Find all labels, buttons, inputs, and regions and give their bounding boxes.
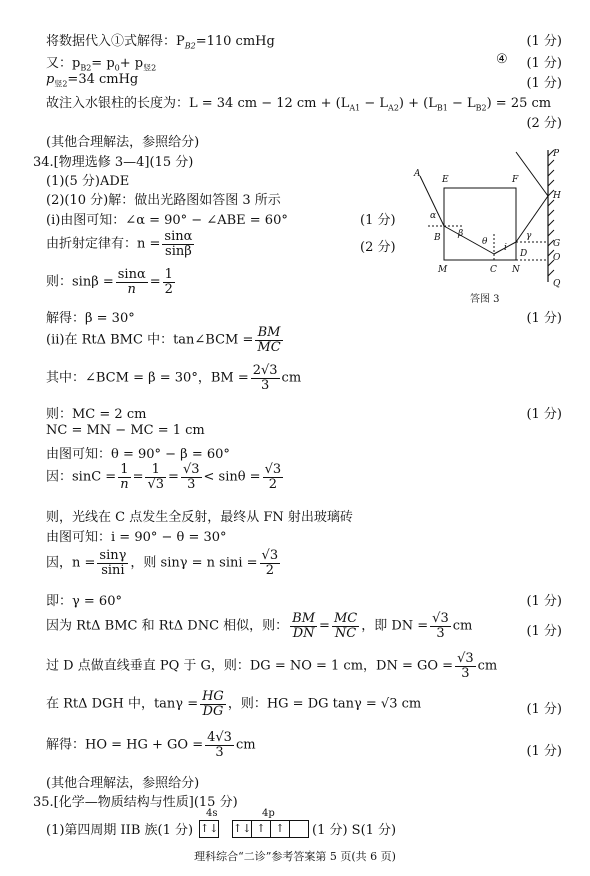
fraction — [260, 549, 281, 577]
denominator: 2 — [265, 562, 274, 578]
score: (1 分) — [526, 34, 562, 49]
text: (ⅱ)在 RtΔ BMC 中：tan∠BCM = — [46, 332, 254, 348]
numerator: 4√3 — [207, 730, 232, 745]
text: 因，n = — [46, 555, 96, 571]
answer-line: (2)(10 分)解：做出光路图如答图 3 所示 — [46, 193, 281, 208]
answer-line: (ⅰ)由图可知：∠α = 90° − ∠ABE = 60° — [46, 213, 288, 228]
optics-diagram — [408, 146, 578, 296]
text: cm — [477, 658, 498, 674]
denominator: DG — [202, 703, 224, 719]
answer-line: 由图可知：i = 90° − θ = 30° — [46, 530, 227, 545]
score: (1 分) — [526, 594, 562, 609]
subscript: 竖2 — [143, 63, 157, 73]
fraction — [116, 268, 148, 296]
fraction — [430, 612, 451, 640]
text: ) = 25 cm — [486, 96, 552, 111]
fraction — [332, 612, 359, 640]
figure-caption: 答图 3 — [470, 294, 500, 305]
label-b: B — [434, 233, 441, 243]
fraction — [200, 690, 226, 718]
text: 因为 RtΔ BMC 和 RtΔ DNC 相似，则： — [46, 618, 289, 634]
label-alpha: α — [430, 211, 437, 221]
orbital-diagram-4s — [200, 820, 219, 838]
text: + p — [119, 56, 144, 71]
answer-line: (1)(5 分)ADE — [46, 174, 130, 189]
answer-line: 由图可知：θ = 90° − β = 60° — [46, 447, 230, 462]
label-i: i — [504, 243, 507, 253]
equation-marker: ④ — [496, 52, 508, 67]
denominator: 3 — [260, 377, 270, 393]
orbital-label-4s: 4s — [206, 808, 218, 819]
subscript: B1 — [436, 103, 448, 113]
numerator: √3 — [264, 462, 282, 477]
denominator: n — [127, 281, 136, 297]
text: cm — [281, 370, 302, 386]
text: ，即 DN = — [361, 618, 429, 634]
label-d: D — [520, 249, 528, 259]
equation-line — [46, 52, 156, 74]
orbital-box: ↑ — [270, 820, 290, 838]
label-beta: β — [458, 229, 464, 239]
numerator: 1 — [164, 267, 173, 282]
fraction — [97, 549, 128, 577]
label-h: H — [553, 191, 561, 201]
subscript: B2 — [184, 41, 196, 51]
orbital-label-4p: 4p — [262, 808, 275, 819]
label-q: Q — [553, 279, 561, 289]
denominator: sinβ — [165, 243, 192, 259]
label-n: N — [512, 265, 520, 275]
score: (1 分) — [526, 407, 562, 422]
label-p: P — [553, 149, 560, 159]
text: 将数据代入①式解得：P — [46, 34, 185, 49]
numerator: sinγ — [99, 548, 127, 563]
subscript: A1 — [349, 103, 361, 113]
label-theta: θ — [482, 237, 488, 247]
score: (2 分) — [360, 240, 396, 255]
numerator: BM — [255, 326, 282, 341]
formula-line — [46, 612, 472, 640]
score: (1 分) — [526, 56, 562, 71]
text: 过 D 点做直线垂直 PQ 于 G，则：DG = NO = 1 cm，DN = GO = — [46, 658, 454, 674]
label-o: O — [553, 253, 561, 263]
answer-line: (1 分) S(1 分) — [312, 823, 397, 838]
text: 在 RtΔ DGH 中，tanγ = — [46, 696, 199, 712]
denominator: NC — [334, 625, 357, 641]
exit-ray — [516, 196, 548, 242]
numerator: 1 — [145, 463, 166, 478]
orbital-box: ↑↓ — [232, 820, 252, 838]
denominator: 2 — [268, 476, 277, 492]
fraction — [205, 731, 234, 759]
label-f: F — [512, 175, 519, 185]
subscript: 竖2 — [54, 79, 68, 89]
optics-diagram-svg — [408, 146, 578, 292]
text: 则：sinβ = — [46, 274, 114, 290]
answer-line: 即：γ = 60° — [46, 594, 122, 609]
numerator: BM — [292, 611, 316, 626]
orbital-box: ↑↓ — [199, 820, 219, 838]
text: 解得：HO = HG + GO = — [46, 737, 204, 753]
score: (1 分) — [526, 76, 562, 91]
denominator: sini — [101, 562, 125, 578]
text: =110 cmHg — [195, 34, 275, 49]
answer-line: 则：MC = 2 cm — [46, 407, 147, 422]
answer-line: 则，光线在 C 点发生全反射，最终从 FN 射出玻璃砖 — [46, 510, 353, 525]
numerator: √3 — [261, 548, 279, 563]
formula-line — [46, 268, 177, 296]
note: (其他合理解法，参照给分) — [46, 776, 200, 791]
denominator: 3 — [187, 476, 196, 492]
denominator: 3 — [461, 665, 470, 681]
text: < sinθ = — [203, 469, 261, 485]
text: ，则 sinγ = n sini = — [130, 555, 258, 571]
text: 因：sinC = — [46, 469, 117, 485]
formula-line — [46, 230, 196, 258]
text: 又：p — [46, 56, 81, 71]
denominator: DN — [292, 625, 315, 641]
fraction — [118, 463, 130, 491]
equation-line — [46, 72, 138, 90]
subscript: 0 — [114, 63, 120, 73]
score: (1 分) — [526, 702, 562, 717]
formula-line — [46, 690, 421, 718]
denominator: 3 — [436, 625, 445, 641]
text: = p — [91, 56, 115, 71]
text: = — [132, 469, 144, 485]
orbital-box — [289, 820, 309, 838]
formula-line — [46, 463, 285, 491]
result-line-pb2 — [46, 30, 275, 51]
label-e: E — [442, 175, 449, 185]
text: =34 cmHg — [67, 72, 139, 87]
orbital-box: ↑ — [251, 820, 271, 838]
numerator: √3 — [457, 651, 474, 666]
numerator: √3 — [432, 611, 449, 626]
text: = — [149, 274, 161, 290]
formula-line — [46, 731, 256, 759]
fraction — [181, 463, 202, 491]
label-a: A — [414, 169, 421, 179]
score: (1 分) — [360, 213, 396, 228]
answer-line: NC = MN − MC = 1 cm — [46, 423, 205, 438]
question-heading: 35.[化学—物质结构与性质](15 分) — [33, 795, 238, 810]
orbital-diagram-4p — [233, 820, 309, 838]
score: (1 分) — [526, 744, 562, 759]
answer-line: (1)第四周期 IIB 族(1 分) — [46, 823, 194, 838]
numerator: 1 — [118, 463, 130, 478]
label-gamma: γ — [526, 231, 532, 241]
label-m: M — [438, 265, 448, 275]
label-g: G — [553, 239, 561, 249]
text: − L — [360, 96, 389, 111]
formula-line — [46, 652, 497, 680]
subscript: B2 — [80, 63, 92, 73]
text: 其中：∠BCM = β = 30°，BM = — [46, 370, 249, 386]
numerator: HG — [202, 689, 224, 704]
text: ) + (L — [398, 96, 437, 111]
denominator: n — [120, 476, 129, 492]
fraction — [145, 463, 166, 491]
score: (2 分) — [526, 116, 562, 131]
fraction — [251, 364, 280, 392]
numerator: √3 — [182, 462, 200, 477]
text: = — [168, 469, 179, 485]
numerator: 2√3 — [252, 363, 278, 378]
denominator: 2 — [164, 281, 173, 297]
text: − L — [447, 96, 476, 111]
subscript: B2 — [475, 103, 487, 113]
formula-line — [46, 549, 282, 577]
fraction — [162, 230, 194, 258]
text: ，则：HG = DG tanγ = √3 cm — [227, 696, 422, 712]
denominator: MC — [257, 339, 281, 355]
formula-line — [46, 364, 301, 392]
fraction — [163, 268, 175, 296]
text: cm — [235, 737, 256, 753]
numerator: sinα — [117, 267, 146, 282]
denominator: √3 — [147, 476, 165, 492]
text: = — [319, 618, 330, 634]
question-heading: 34.[物理选修 3—4](15 分) — [33, 155, 194, 170]
score: (1 分) — [526, 311, 562, 326]
page-footer: 理科综合“二诊”参考答案第 5 页(共 6 页) — [194, 850, 396, 863]
text: 由折射定律有：n = — [46, 236, 161, 252]
fraction — [455, 652, 476, 680]
text: 故注入水银柱的长度为：L = 34 cm − 12 cm + (L — [46, 96, 350, 111]
fraction — [290, 612, 317, 640]
numerator: sinα — [164, 229, 193, 244]
fraction — [263, 463, 284, 491]
numerator: MC — [333, 611, 358, 626]
formula-line — [46, 326, 285, 354]
answer-line: 解得：β = 30° — [46, 311, 135, 326]
mirror-reflected-ray — [516, 152, 548, 196]
text: cm — [452, 618, 473, 634]
label-c: C — [490, 265, 497, 275]
length-line — [46, 92, 551, 113]
text: p — [46, 72, 55, 87]
subscript: A2 — [388, 103, 399, 113]
denominator: 3 — [215, 744, 224, 760]
score: (1 分) — [526, 624, 562, 639]
note: (其他合理解法，参照给分) — [46, 135, 200, 150]
fraction — [255, 326, 282, 354]
